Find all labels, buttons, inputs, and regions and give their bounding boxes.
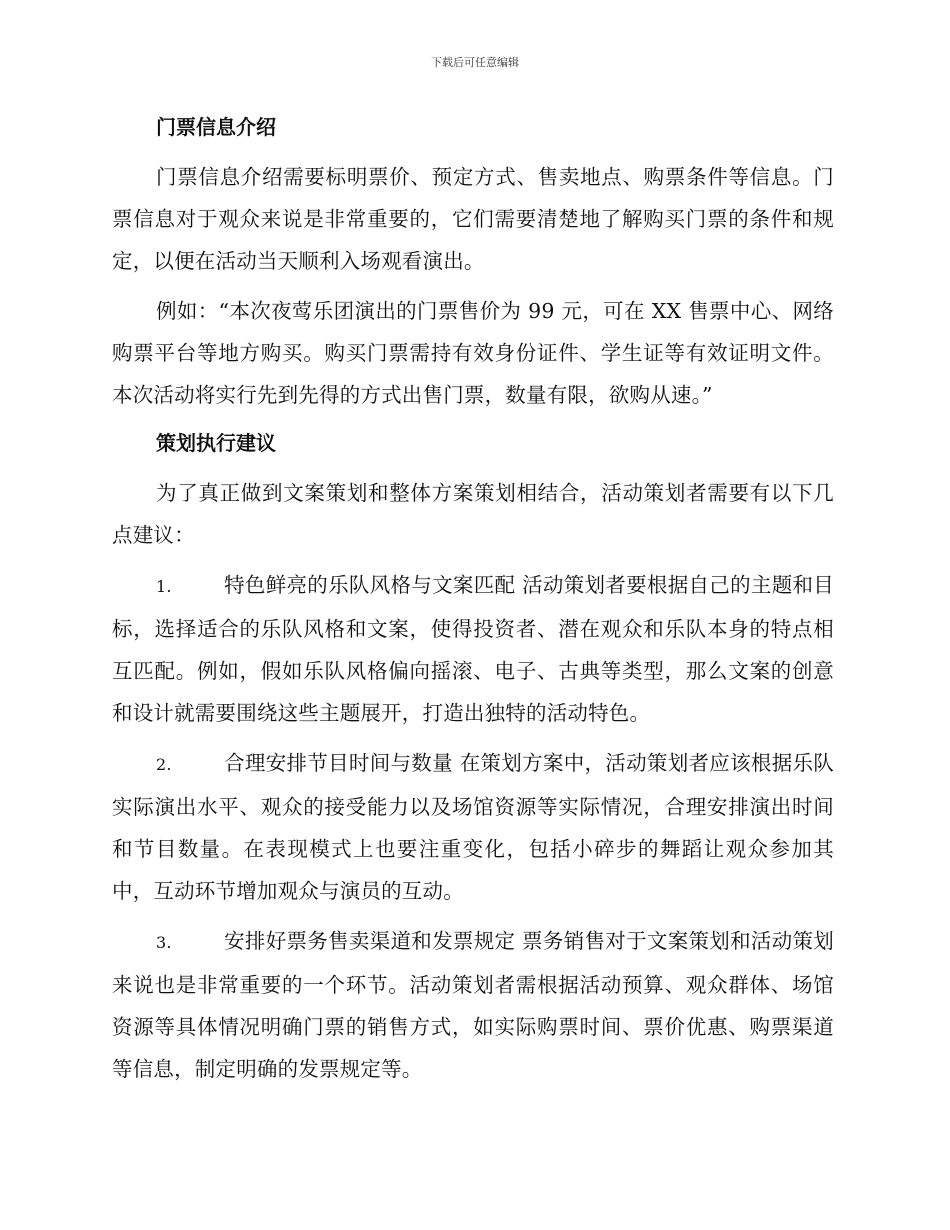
list-item	[112, 564, 834, 734]
list-item-number: 1.	[156, 577, 172, 596]
list-item	[112, 742, 834, 912]
list-item-text: 安排好票务售卖渠道和发票规定 票务销售对于文案策划和活动策划来说也是非常重要的一个环节。活动策划者需根据活动预算、观众群体、场馆资源等具体情况明确门票的销售方式，如实际购票时间、票价优惠、购票渠道等信息，制定明确的发票规定等。	[112, 929, 834, 1081]
list-item-text: 特色鲜亮的乐队风格与文案匹配 活动策划者要根据自己的主题和目标，选择适合的乐队风格和文案，使得投资者、潜在观众和乐队本身的特点相互匹配。例如，假如乐队风格偏向摇滚、电子、古典等类型，那么文案的创意和设计就需要围绕这些主题展开，打造出独特的活动特色。	[112, 573, 834, 725]
section-heading-ticket-info: 门票信息介绍	[156, 115, 276, 139]
paragraph-ticket-info-example: 例如：“本次夜莺乐团演出的门票售价为 99 元，可在 XX 售票中心、网络购票平台等地方购买。购买门票需持有效身份证件、学生证等有效证明文件。本次活动将实行先到先得的方式出售门票，数量有限，欲购从速。”	[112, 299, 834, 407]
page-header: 下载后可任意编辑	[431, 56, 519, 69]
section-heading-execution-advice: 策划执行建议	[156, 431, 276, 455]
document-body	[112, 108, 834, 1098]
paragraph-execution-intro: 为了真正做到文案策划和整体方案策划相结合，活动策划者需要有以下几点建议：	[112, 481, 834, 547]
list-item-number: 2.	[156, 755, 172, 774]
list-item-text: 合理安排节目时间与数量 在策划方案中，活动策划者应该根据乐队实际演出水平、观众的接受能力以及场馆资源等实际情况，合理安排演出时间和节目数量。在表现模式上也要注重变化，包括小碎步的舞蹈让观众参加其中，互动环节增加观众与演员的互动。	[112, 751, 834, 903]
list-item	[112, 920, 834, 1090]
list-item-number: 3.	[156, 933, 172, 952]
paragraph-ticket-info-intro: 门票信息介绍需要标明票价、预定方式、售卖地点、购票条件等信息。门票信息对于观众来说是非常重要的，它们需要清楚地了解购买门票的条件和规定，以便在活动当天顺利入场观看演出。	[112, 165, 834, 273]
